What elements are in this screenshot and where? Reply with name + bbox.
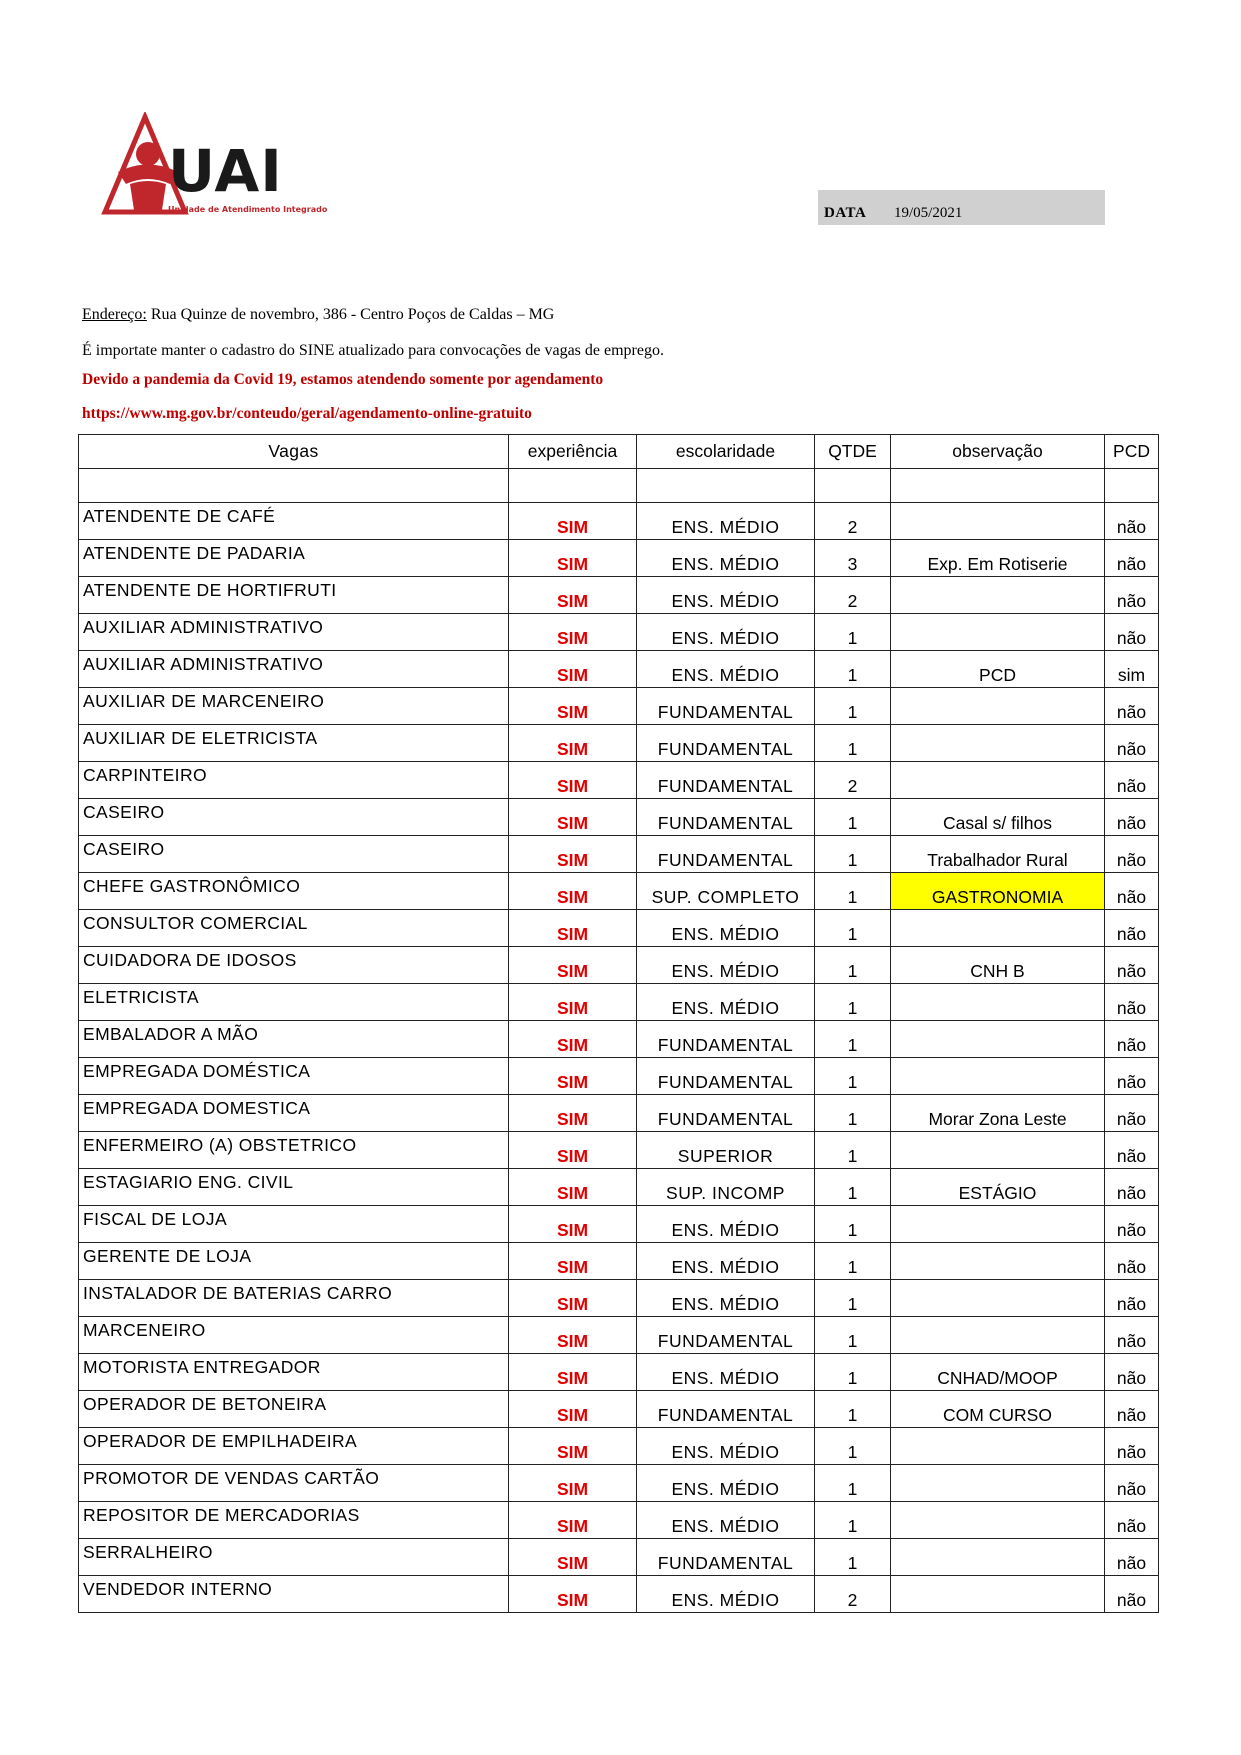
table-row (79, 1428, 1159, 1465)
qtde-cell: 1 (815, 1502, 891, 1539)
vaga-cell: SERRALHEIRO (79, 1539, 509, 1576)
observacao-cell (891, 1243, 1105, 1280)
escolaridade-cell: ENS. MÉDIO (637, 1243, 815, 1280)
pcd-cell: não (1105, 1243, 1159, 1280)
table-row (79, 1169, 1159, 1206)
vaga-cell: ELETRICISTA (79, 984, 509, 1021)
escolaridade-cell: FUNDAMENTAL (637, 1391, 815, 1428)
pcd-cell: não (1105, 725, 1159, 762)
qtde-cell: 1 (815, 1391, 891, 1428)
vaga-cell: CASEIRO (79, 836, 509, 873)
table-row (79, 947, 1159, 984)
table-row (79, 651, 1159, 688)
observacao-cell (891, 1465, 1105, 1502)
observacao-cell (891, 1317, 1105, 1354)
qtde-cell: 1 (815, 1243, 891, 1280)
escolaridade-cell: FUNDAMENTAL (637, 762, 815, 799)
pcd-cell: não (1105, 1502, 1159, 1539)
pcd-cell: não (1105, 540, 1159, 577)
qtde-cell: 1 (815, 1317, 891, 1354)
vaga-cell: OPERADOR DE EMPILHADEIRA (79, 1428, 509, 1465)
observacao-cell: Exp. Em Rotiserie (891, 540, 1105, 577)
qtde-cell: 1 (815, 873, 891, 910)
observacao-cell (891, 725, 1105, 762)
escolaridade-cell: ENS. MÉDIO (637, 984, 815, 1021)
pcd-cell: não (1105, 1428, 1159, 1465)
vaga-cell: MARCENEIRO (79, 1317, 509, 1354)
experiencia-cell: SIM (509, 1576, 637, 1613)
pcd-cell: não (1105, 614, 1159, 651)
logo-subtitle: Unidade de Atendimento Integrado (168, 205, 328, 214)
vaga-cell: GERENTE DE LOJA (79, 1243, 509, 1280)
escolaridade-cell: FUNDAMENTAL (637, 725, 815, 762)
vaga-cell: EMPREGADA DOMÉSTICA (79, 1058, 509, 1095)
table-row (79, 1502, 1159, 1539)
table-row (79, 1539, 1159, 1576)
date-label: DATA (824, 205, 867, 221)
escolaridade-cell: ENS. MÉDIO (637, 503, 815, 540)
escolaridade-cell: SUP. COMPLETO (637, 873, 815, 910)
qtde-cell: 1 (815, 1465, 891, 1502)
experiencia-cell: SIM (509, 873, 637, 910)
pcd-cell: não (1105, 836, 1159, 873)
pcd-cell: não (1105, 1058, 1159, 1095)
vaga-cell: REPOSITOR DE MERCADORIAS (79, 1502, 509, 1539)
experiencia-cell: SIM (509, 762, 637, 799)
vaga-cell: PROMOTOR DE VENDAS CARTÃO (79, 1465, 509, 1502)
header-experiencia: experiência (509, 435, 637, 469)
observacao-cell (891, 910, 1105, 947)
vaga-cell: CUIDADORA DE IDOSOS (79, 947, 509, 984)
experiencia-cell: SIM (509, 651, 637, 688)
escolaridade-cell: ENS. MÉDIO (637, 910, 815, 947)
escolaridade-cell: ENS. MÉDIO (637, 1428, 815, 1465)
observacao-cell (891, 1280, 1105, 1317)
table-row (79, 1243, 1159, 1280)
experiencia-cell: SIM (509, 1280, 637, 1317)
table-row (79, 836, 1159, 873)
escolaridade-cell: ENS. MÉDIO (637, 947, 815, 984)
qtde-cell: 1 (815, 1539, 891, 1576)
table-row (79, 614, 1159, 651)
logo-title: UAI (168, 137, 283, 205)
qtde-cell: 1 (815, 1021, 891, 1058)
experiencia-cell: SIM (509, 1058, 637, 1095)
observacao-cell: CNH B (891, 947, 1105, 984)
table-row (79, 1058, 1159, 1095)
qtde-cell: 1 (815, 1354, 891, 1391)
empty-cell (1105, 469, 1159, 503)
table-row (79, 1576, 1159, 1613)
experiencia-cell: SIM (509, 1132, 637, 1169)
date-value: 19/05/2021 (894, 205, 963, 221)
pcd-cell: não (1105, 799, 1159, 836)
table-row (79, 1354, 1159, 1391)
pcd-cell: não (1105, 762, 1159, 799)
pcd-cell: não (1105, 1354, 1159, 1391)
pcd-cell: não (1105, 1095, 1159, 1132)
table-row (79, 540, 1159, 577)
vaga-cell: EMBALADOR A MÃO (79, 1021, 509, 1058)
pcd-cell: não (1105, 1539, 1159, 1576)
experiencia-cell: SIM (509, 910, 637, 947)
vaga-cell: AUXILIAR DE ELETRICISTA (79, 725, 509, 762)
observacao-cell (891, 1206, 1105, 1243)
header-vagas: Vagas (79, 435, 509, 469)
qtde-cell: 1 (815, 651, 891, 688)
observacao-cell (891, 762, 1105, 799)
observacao-cell: PCD (891, 651, 1105, 688)
observacao-cell: GASTRONOMIA (891, 873, 1105, 910)
date-box (818, 190, 1105, 225)
escolaridade-cell: ENS. MÉDIO (637, 1280, 815, 1317)
empty-cell (509, 469, 637, 503)
experiencia-cell: SIM (509, 1539, 637, 1576)
pcd-cell: não (1105, 577, 1159, 614)
table-row (79, 1206, 1159, 1243)
escolaridade-cell: FUNDAMENTAL (637, 1317, 815, 1354)
table-row (79, 873, 1159, 910)
experiencia-cell: SIM (509, 947, 637, 984)
header-pcd: PCD (1105, 435, 1159, 469)
escolaridade-cell: FUNDAMENTAL (637, 836, 815, 873)
qtde-cell: 1 (815, 1206, 891, 1243)
qtde-cell: 1 (815, 1095, 891, 1132)
table-row (79, 503, 1159, 540)
qtde-cell: 2 (815, 577, 891, 614)
observacao-cell (891, 688, 1105, 725)
vaga-cell: ESTAGIARIO ENG. CIVIL (79, 1169, 509, 1206)
observacao-cell (891, 614, 1105, 651)
qtde-cell: 1 (815, 799, 891, 836)
jobs-table (78, 434, 1159, 1613)
vaga-cell: ENFERMEIRO (A) OBSTETRICO (79, 1132, 509, 1169)
pcd-cell: não (1105, 1576, 1159, 1613)
experiencia-cell: SIM (509, 503, 637, 540)
experiencia-cell: SIM (509, 1391, 637, 1428)
address-line (82, 306, 554, 324)
pcd-cell: não (1105, 1132, 1159, 1169)
pcd-cell: não (1105, 1391, 1159, 1428)
table-row (79, 1132, 1159, 1169)
pcd-cell: não (1105, 1206, 1159, 1243)
escolaridade-cell: ENS. MÉDIO (637, 540, 815, 577)
escolaridade-cell: ENS. MÉDIO (637, 614, 815, 651)
escolaridade-cell: FUNDAMENTAL (637, 1058, 815, 1095)
experiencia-cell: SIM (509, 1317, 637, 1354)
pcd-cell: não (1105, 688, 1159, 725)
observacao-cell (891, 1021, 1105, 1058)
escolaridade-cell: FUNDAMENTAL (637, 1021, 815, 1058)
qtde-cell: 2 (815, 762, 891, 799)
escolaridade-cell: FUNDAMENTAL (637, 799, 815, 836)
experiencia-cell: SIM (509, 1169, 637, 1206)
qtde-cell: 1 (815, 1132, 891, 1169)
observacao-cell: Casal s/ filhos (891, 799, 1105, 836)
observacao-cell (891, 577, 1105, 614)
table-row (79, 688, 1159, 725)
qtde-cell: 1 (815, 688, 891, 725)
qtde-cell: 1 (815, 836, 891, 873)
observacao-cell (891, 1428, 1105, 1465)
experiencia-cell: SIM (509, 540, 637, 577)
vaga-cell: CONSULTOR COMERCIAL (79, 910, 509, 947)
qtde-cell: 1 (815, 614, 891, 651)
escolaridade-cell: ENS. MÉDIO (637, 1576, 815, 1613)
vaga-cell: EMPREGADA DOMESTICA (79, 1095, 509, 1132)
observacao-cell: Morar Zona Leste (891, 1095, 1105, 1132)
header-escolaridade: escolaridade (637, 435, 815, 469)
pcd-cell: não (1105, 503, 1159, 540)
table-row (79, 910, 1159, 947)
experiencia-cell: SIM (509, 1021, 637, 1058)
observacao-cell: ESTÁGIO (891, 1169, 1105, 1206)
table-row (79, 1021, 1159, 1058)
escolaridade-cell: ENS. MÉDIO (637, 577, 815, 614)
experiencia-cell: SIM (509, 1243, 637, 1280)
escolaridade-cell: SUPERIOR (637, 1132, 815, 1169)
vaga-cell: FISCAL DE LOJA (79, 1206, 509, 1243)
escolaridade-cell: ENS. MÉDIO (637, 651, 815, 688)
escolaridade-cell: ENS. MÉDIO (637, 1354, 815, 1391)
qtde-cell: 1 (815, 1169, 891, 1206)
table-header-row (79, 435, 1159, 469)
vaga-cell: OPERADOR DE BETONEIRA (79, 1391, 509, 1428)
pcd-cell: não (1105, 1280, 1159, 1317)
table-row (79, 1280, 1159, 1317)
observacao-cell: CNHAD/MOOP (891, 1354, 1105, 1391)
vaga-cell: ATENDENTE DE PADARIA (79, 540, 509, 577)
table-row (79, 1465, 1159, 1502)
vaga-cell: AUXILIAR DE MARCENEIRO (79, 688, 509, 725)
observacao-cell (891, 503, 1105, 540)
scheduling-link[interactable]: https://www.mg.gov.br/conteudo/geral/agendamento-online-gratuito (82, 405, 532, 422)
experiencia-cell: SIM (509, 984, 637, 1021)
qtde-cell: 3 (815, 540, 891, 577)
qtde-cell: 1 (815, 984, 891, 1021)
experiencia-cell: SIM (509, 688, 637, 725)
pcd-cell: não (1105, 1465, 1159, 1502)
table-row (79, 1391, 1159, 1428)
table-empty-row (79, 469, 1159, 503)
experiencia-cell: SIM (509, 836, 637, 873)
experiencia-cell: SIM (509, 1502, 637, 1539)
vaga-cell: CHEFE GASTRONÔMICO (79, 873, 509, 910)
covid-notice: Devido a pandemia da Covid 19, estamos atendendo somente por agendamento (82, 371, 604, 388)
pcd-cell: não (1105, 1169, 1159, 1206)
experiencia-cell: SIM (509, 799, 637, 836)
qtde-cell: 1 (815, 1428, 891, 1465)
vaga-cell: AUXILIAR ADMINISTRATIVO (79, 651, 509, 688)
pcd-cell: não (1105, 984, 1159, 1021)
escolaridade-cell: ENS. MÉDIO (637, 1502, 815, 1539)
observacao-cell (891, 1058, 1105, 1095)
experiencia-cell: SIM (509, 1428, 637, 1465)
table-row (79, 1317, 1159, 1354)
escolaridade-cell: ENS. MÉDIO (637, 1206, 815, 1243)
qtde-cell: 1 (815, 1058, 891, 1095)
table-row (79, 762, 1159, 799)
sine-notice: É importate manter o cadastro do SINE atualizado para convocações de vagas de emprego. (82, 342, 664, 359)
table-row (79, 725, 1159, 762)
table-row (79, 984, 1159, 1021)
empty-cell (815, 469, 891, 503)
address-value: Rua Quinze de novembro, 386 - Centro Poços de Caldas – MG (146, 306, 555, 323)
pcd-cell: não (1105, 910, 1159, 947)
vaga-cell: INSTALADOR DE BATERIAS CARRO (79, 1280, 509, 1317)
vaga-cell: CARPINTEIRO (79, 762, 509, 799)
qtde-cell: 1 (815, 947, 891, 984)
table-row (79, 799, 1159, 836)
observacao-cell (891, 1502, 1105, 1539)
empty-cell (637, 469, 815, 503)
qtde-cell: 1 (815, 1280, 891, 1317)
experiencia-cell: SIM (509, 1206, 637, 1243)
pcd-cell: não (1105, 1317, 1159, 1354)
table-row (79, 577, 1159, 614)
empty-cell (79, 469, 509, 503)
vaga-cell: ATENDENTE DE CAFÉ (79, 503, 509, 540)
experiencia-cell: SIM (509, 577, 637, 614)
vaga-cell: CASEIRO (79, 799, 509, 836)
vaga-cell: VENDEDOR INTERNO (79, 1576, 509, 1613)
address-label: Endereço: (82, 306, 147, 323)
experiencia-cell: SIM (509, 1095, 637, 1132)
experiencia-cell: SIM (509, 1465, 637, 1502)
escolaridade-cell: FUNDAMENTAL (637, 1095, 815, 1132)
pcd-cell: não (1105, 947, 1159, 984)
observacao-cell (891, 1539, 1105, 1576)
qtde-cell: 2 (815, 1576, 891, 1613)
qtde-cell: 1 (815, 725, 891, 762)
vaga-cell: ATENDENTE DE HORTIFRUTI (79, 577, 509, 614)
experiencia-cell: SIM (509, 725, 637, 762)
observacao-cell (891, 1576, 1105, 1613)
experiencia-cell: SIM (509, 614, 637, 651)
experiencia-cell: SIM (509, 1354, 637, 1391)
observacao-cell (891, 984, 1105, 1021)
observacao-cell: Trabalhador Rural (891, 836, 1105, 873)
table-row (79, 1095, 1159, 1132)
pcd-cell: não (1105, 873, 1159, 910)
pcd-cell: sim (1105, 651, 1159, 688)
pcd-cell: não (1105, 1021, 1159, 1058)
observacao-cell (891, 1132, 1105, 1169)
vaga-cell: MOTORISTA ENTREGADOR (79, 1354, 509, 1391)
header-qtde: QTDE (815, 435, 891, 469)
qtde-cell: 2 (815, 503, 891, 540)
vaga-cell: AUXILIAR ADMINISTRATIVO (79, 614, 509, 651)
observacao-cell: COM CURSO (891, 1391, 1105, 1428)
header-observacao: observação (891, 435, 1105, 469)
empty-cell (891, 469, 1105, 503)
qtde-cell: 1 (815, 910, 891, 947)
escolaridade-cell: SUP. INCOMP (637, 1169, 815, 1206)
escolaridade-cell: FUNDAMENTAL (637, 1539, 815, 1576)
escolaridade-cell: FUNDAMENTAL (637, 688, 815, 725)
escolaridade-cell: ENS. MÉDIO (637, 1465, 815, 1502)
